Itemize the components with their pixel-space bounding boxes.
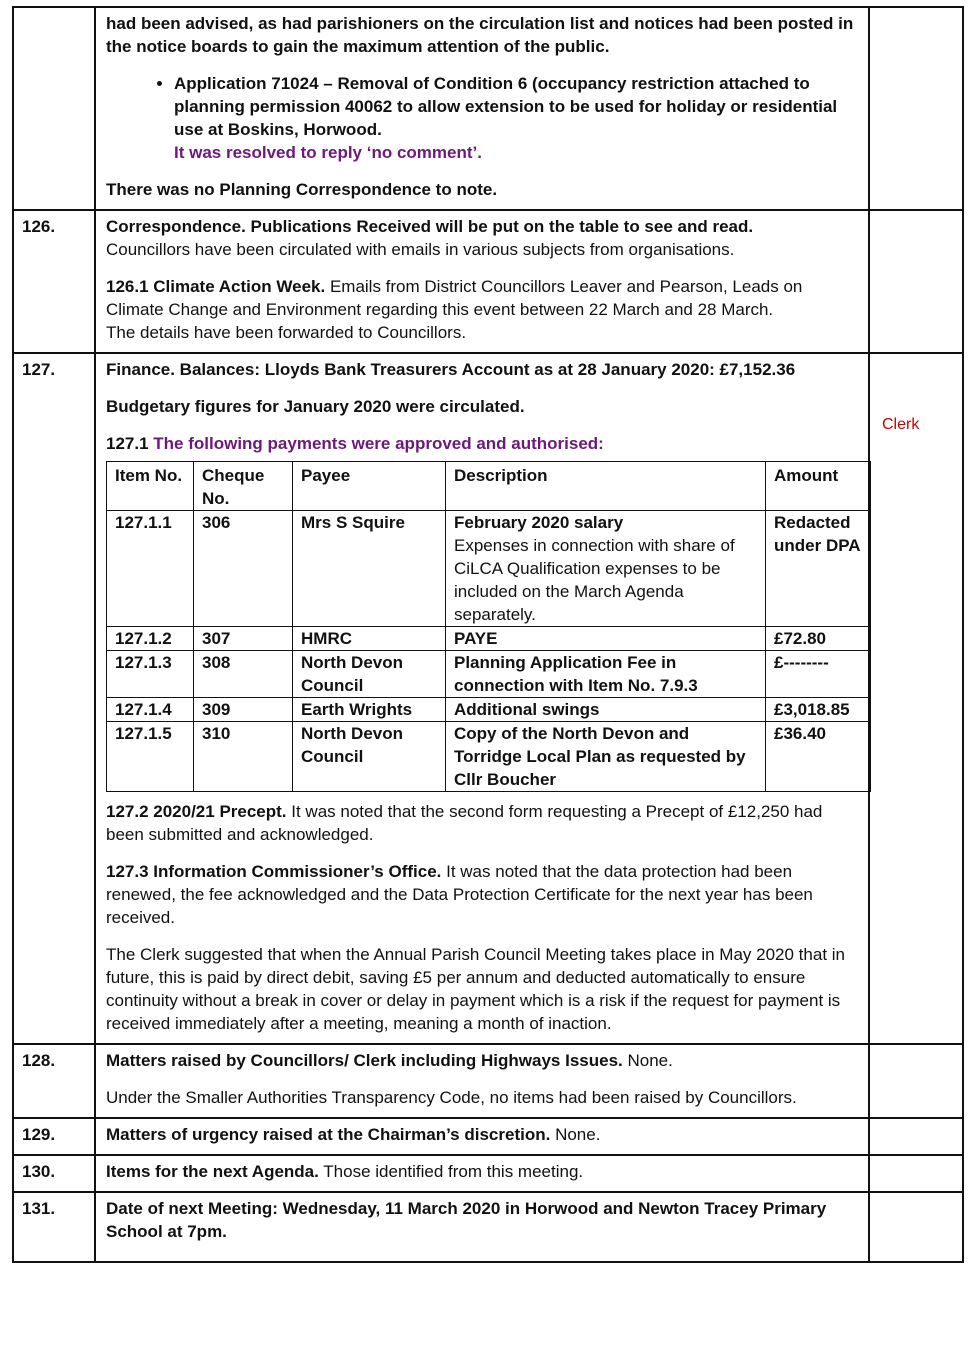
payment-amount: Redacted under DPA (766, 511, 871, 627)
ico-paragraph (106, 860, 858, 929)
action-cell (869, 1118, 963, 1155)
payments-number: 127.1 (106, 434, 149, 453)
climate-action-text-2: The details have been forwarded to Councillors. (106, 323, 467, 342)
item-number-cell (13, 7, 95, 210)
payment-cheque: 308 (194, 651, 293, 698)
item-body (95, 1155, 869, 1192)
resolution-text: It was resolved to reply ‘no comment’. (174, 143, 482, 162)
payment-row (107, 722, 871, 792)
payments-heading (106, 432, 858, 455)
application-text: Application 71024 – Removal of Condition 6 (occupancy restriction attached to planning permission 40062 to allow extension to be used for holiday or residential use at Boskins, Horwood. (174, 74, 838, 139)
payment-item: 127.1.3 (107, 651, 194, 698)
item-body (95, 1118, 869, 1155)
payment-amount: £-------- (766, 651, 871, 698)
action-cell (869, 1155, 963, 1192)
application-list (106, 72, 858, 164)
budget-note: Budgetary figures for January 2020 were circulated. (106, 397, 525, 416)
item-number: 126. (13, 210, 95, 353)
payment-description: Copy of the North Devon and Torridge Local Plan as requested by Cllr Boucher (446, 722, 766, 792)
payment-cheque: 306 (194, 511, 293, 627)
minutes-row-129 (13, 1118, 963, 1155)
item-body (95, 1044, 869, 1118)
payment-description-extra: Expenses in connection with share of CiLCA Qualification expenses to be included on the March Agenda separately. (454, 536, 735, 624)
climate-action-heading: 126.1 Climate Action Week. (106, 277, 326, 296)
item-body (95, 7, 869, 210)
item-body (95, 353, 869, 1044)
payment-amount: £36.40 (766, 722, 871, 792)
correspondence-text: Councillors have been circulated with emails in various subjects from organisations. (106, 240, 735, 259)
payment-payee: North Devon Council (293, 722, 446, 792)
minutes-row-127 (13, 353, 963, 1044)
correspondence-paragraph (106, 215, 858, 261)
header-item: Item No. (107, 462, 194, 511)
matters-raised-tail: None. (627, 1051, 673, 1070)
header-amount: Amount (766, 462, 871, 511)
payment-item: 127.1.4 (107, 698, 194, 722)
item-number: 128. (13, 1044, 95, 1118)
payment-payee: North Devon Council (293, 651, 446, 698)
ico-heading: 127.3 Information Commissioner’s Office. (106, 862, 442, 881)
climate-action-text: Emails from District Councillors Leaver and Pearson, Leads on Climate Change and Environment regarding this event between 22 March and 28 March. (106, 277, 803, 319)
finance-balance: Finance. Balances: Lloyds Bank Treasurers Account as at 28 January 2020: £7,152.36 (106, 360, 796, 379)
payment-payee: HMRC (293, 627, 446, 651)
header-payee: Payee (293, 462, 446, 511)
next-agenda-paragraph (106, 1160, 858, 1183)
payments-label: The following payments were approved and authorised: (153, 434, 604, 453)
payment-amount: £3,018.85 (766, 698, 871, 722)
action-cell (869, 353, 963, 1044)
payment-description: Additional swings (446, 698, 766, 722)
payment-description-main: February 2020 salary (454, 513, 624, 532)
matters-raised-paragraph (106, 1049, 858, 1072)
minutes-table (12, 6, 964, 1263)
clerk-suggestion: The Clerk suggested that when the Annual Parish Council Meeting takes place in May 2020 that in future, this is paid by direct debit, saving £5 per annum and deducted automatically to ensure continuity without a break in cover or delay in payment which is a risk if the request for payment is received immediately after a meeting, meaning a month of inaction. (106, 945, 845, 1033)
minutes-row-126 (13, 210, 963, 353)
action-cell (869, 1192, 963, 1262)
precept-heading: 127.2 2020/21 Precept. (106, 802, 287, 821)
urgency-heading: Matters of urgency raised at the Chairman’s discretion. (106, 1125, 551, 1144)
action-owner-clerk: Clerk (882, 416, 920, 433)
payment-payee: Earth Wrights (293, 698, 446, 722)
urgency-tail: None. (555, 1125, 601, 1144)
payment-cheque: 309 (194, 698, 293, 722)
minutes-row-131 (13, 1192, 963, 1262)
payment-description (446, 511, 766, 627)
transparency-note: Under the Smaller Authorities Transparency Code, no items had been raised by Councillors. (106, 1088, 797, 1107)
payment-row (107, 698, 871, 722)
item-number: 130. (13, 1155, 95, 1192)
payment-payee: Mrs S Squire (293, 511, 446, 627)
action-cell (869, 7, 963, 210)
matters-raised-heading: Matters raised by Councillors/ Clerk including Highways Issues. (106, 1051, 623, 1070)
action-cell (869, 210, 963, 353)
action-cell (869, 1044, 963, 1118)
payment-item: 127.1.5 (107, 722, 194, 792)
item-body (95, 1192, 869, 1262)
item-number: 131. (13, 1192, 95, 1262)
planning-correspondence-note: There was no Planning Correspondence to note. (106, 180, 498, 199)
payment-amount: £72.80 (766, 627, 871, 651)
minutes-row-130 (13, 1155, 963, 1192)
correspondence-heading: Correspondence. Publications Received will be put on the table to see and read. (106, 217, 754, 236)
payment-description: PAYE (446, 627, 766, 651)
payment-item: 127.1.1 (107, 511, 194, 627)
payment-cheque: 310 (194, 722, 293, 792)
item-number: 129. (13, 1118, 95, 1155)
ico-text: It was noted that the data protection had been renewed, the fee acknowledged and the Data Protection Certificate for the next year has been received. (106, 862, 813, 927)
precept-paragraph (106, 800, 858, 846)
item-body (95, 210, 869, 353)
payments-table (106, 461, 871, 792)
payment-row (107, 651, 871, 698)
payment-row (107, 627, 871, 651)
payment-description: Planning Application Fee in connection with Item No. 7.9.3 (446, 651, 766, 698)
payment-item: 127.1.2 (107, 627, 194, 651)
next-agenda-tail: Those identified from this meeting. (323, 1162, 584, 1181)
precept-text: It was noted that the second form requesting a Precept of £12,250 had been submitted and acknowledged. (106, 802, 823, 844)
climate-action-paragraph (106, 275, 858, 344)
next-agenda-heading: Items for the next Agenda. (106, 1162, 319, 1181)
minutes-row-128 (13, 1044, 963, 1118)
planning-intro: had been advised, as had parishioners on the circulation list and notices had been posted in the notice boards to gain the maximum attention of the public. (106, 14, 854, 56)
payment-row (107, 511, 871, 627)
payment-cheque: 307 (194, 627, 293, 651)
urgency-paragraph (106, 1123, 858, 1146)
next-meeting-date: Date of next Meeting: Wednesday, 11 March 2020 in Horwood and Newton Tracey Primary School at 7pm. (106, 1199, 827, 1241)
item-number: 127. (13, 353, 95, 1044)
header-cheque: Cheque No. (194, 462, 293, 511)
application-item (174, 72, 858, 164)
minutes-row-continued (13, 7, 963, 210)
minutes-page (12, 6, 964, 1263)
header-description: Description (446, 462, 766, 511)
payments-header-row (107, 462, 871, 511)
